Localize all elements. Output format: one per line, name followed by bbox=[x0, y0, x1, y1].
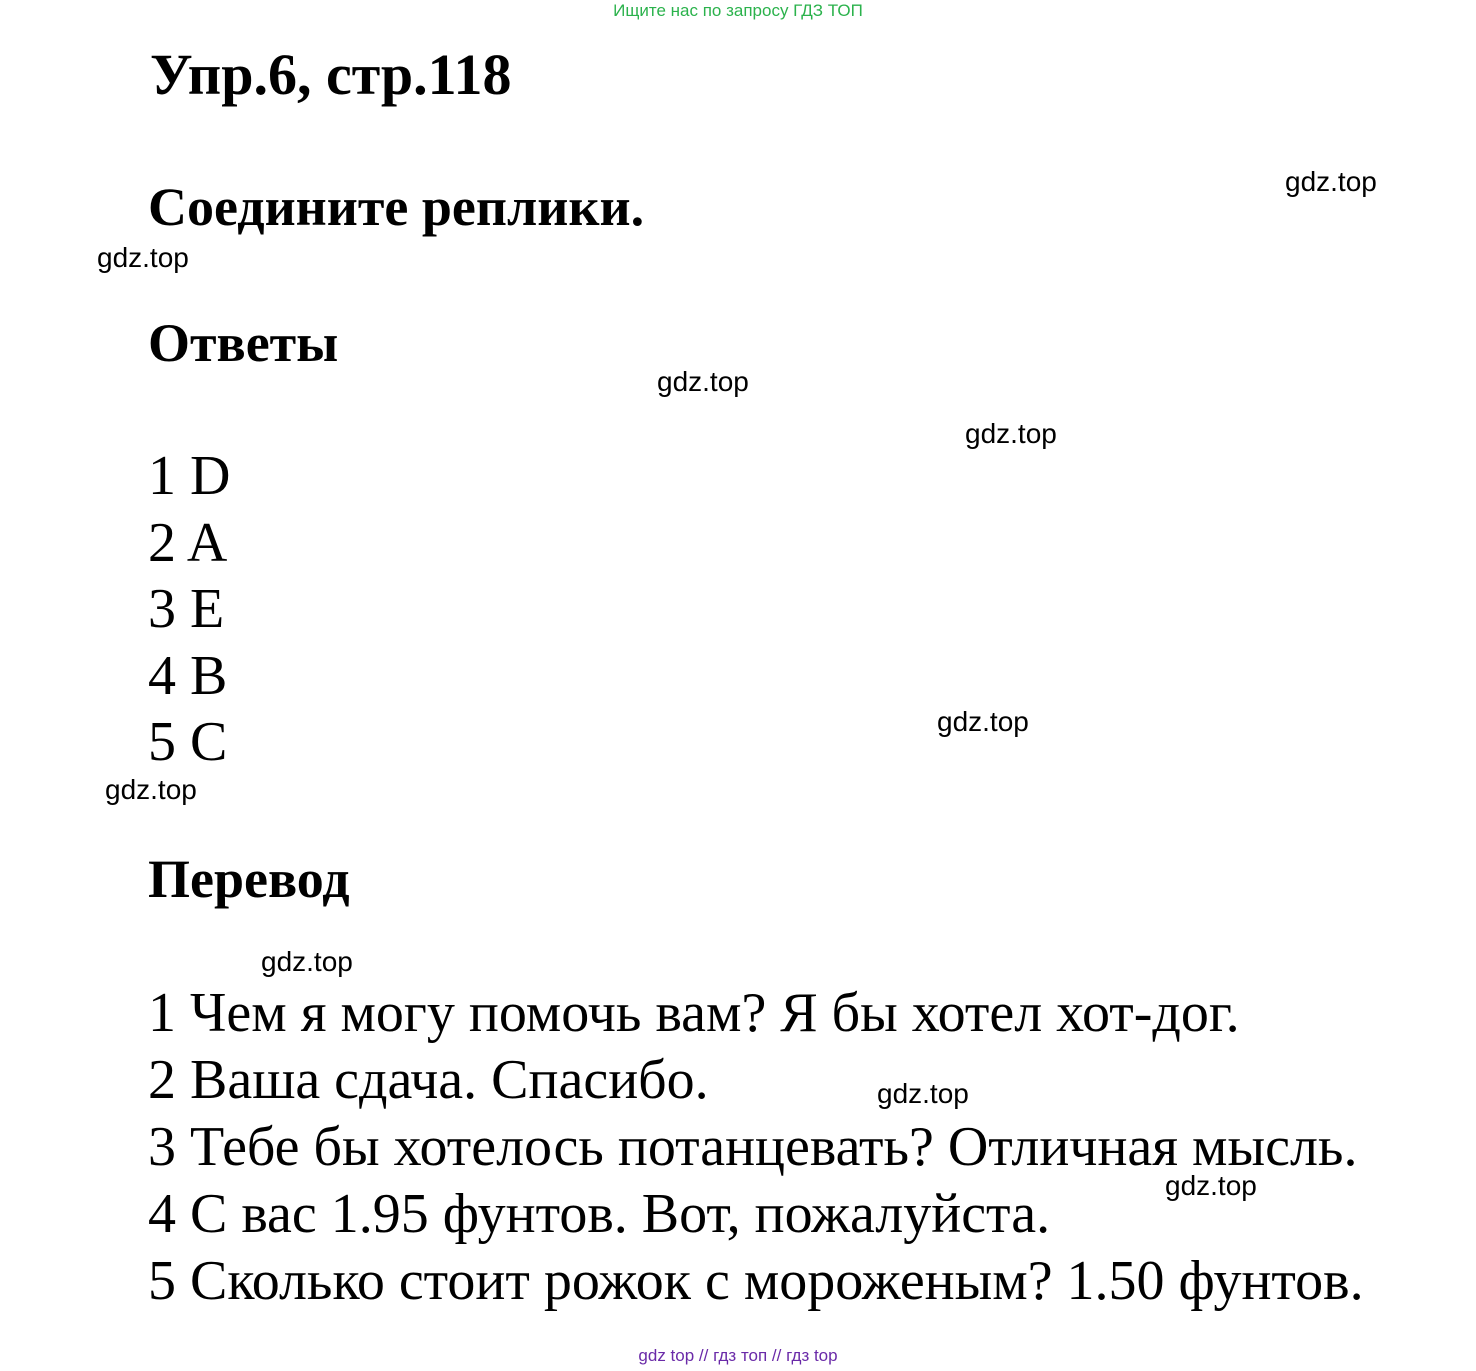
watermark: gdz.top bbox=[657, 366, 749, 397]
watermark: gdz.top bbox=[877, 1078, 969, 1109]
translation-heading: Перевод bbox=[148, 849, 350, 909]
translation-line: 2 Ваша сдача. Спасибо. bbox=[148, 1049, 709, 1111]
answer-item: 1 D bbox=[148, 445, 231, 507]
page-title: Упр.6, стр.118 bbox=[150, 42, 512, 107]
footer-links: gdz top // гдз топ // гдз top bbox=[638, 1346, 838, 1365]
task-instruction: Соедините реплики. bbox=[148, 177, 645, 237]
answer-item: 5 C bbox=[148, 711, 228, 773]
watermark: gdz.top bbox=[1285, 166, 1377, 197]
answer-item: 3 E bbox=[148, 578, 225, 640]
translation-line: 1 Чем я могу помочь вам? Я бы хотел хот-дог. bbox=[148, 982, 1240, 1044]
watermark: gdz.top bbox=[937, 706, 1029, 737]
watermark: gdz.top bbox=[105, 774, 197, 805]
watermark: gdz.top bbox=[1165, 1170, 1257, 1201]
top-banner: Ищите нас по запросу ГДЗ ТОП bbox=[613, 1, 863, 20]
translation-line: 4 С вас 1.95 фунтов. Вот, пожалуйста. bbox=[148, 1183, 1051, 1245]
watermark: gdz.top bbox=[97, 242, 189, 273]
watermark: gdz.top bbox=[965, 418, 1057, 449]
translation-line: 3 Тебе бы хотелось потанцевать? Отличная мысль. bbox=[148, 1116, 1358, 1178]
answer-item: 2 A bbox=[148, 512, 228, 574]
answers-heading: Ответы bbox=[148, 313, 339, 373]
answer-item: 4 B bbox=[148, 645, 228, 707]
watermark: gdz.top bbox=[261, 946, 353, 977]
translation-line: 5 Сколько стоит рожок с мороженым? 1.50 фунтов. bbox=[148, 1250, 1364, 1312]
